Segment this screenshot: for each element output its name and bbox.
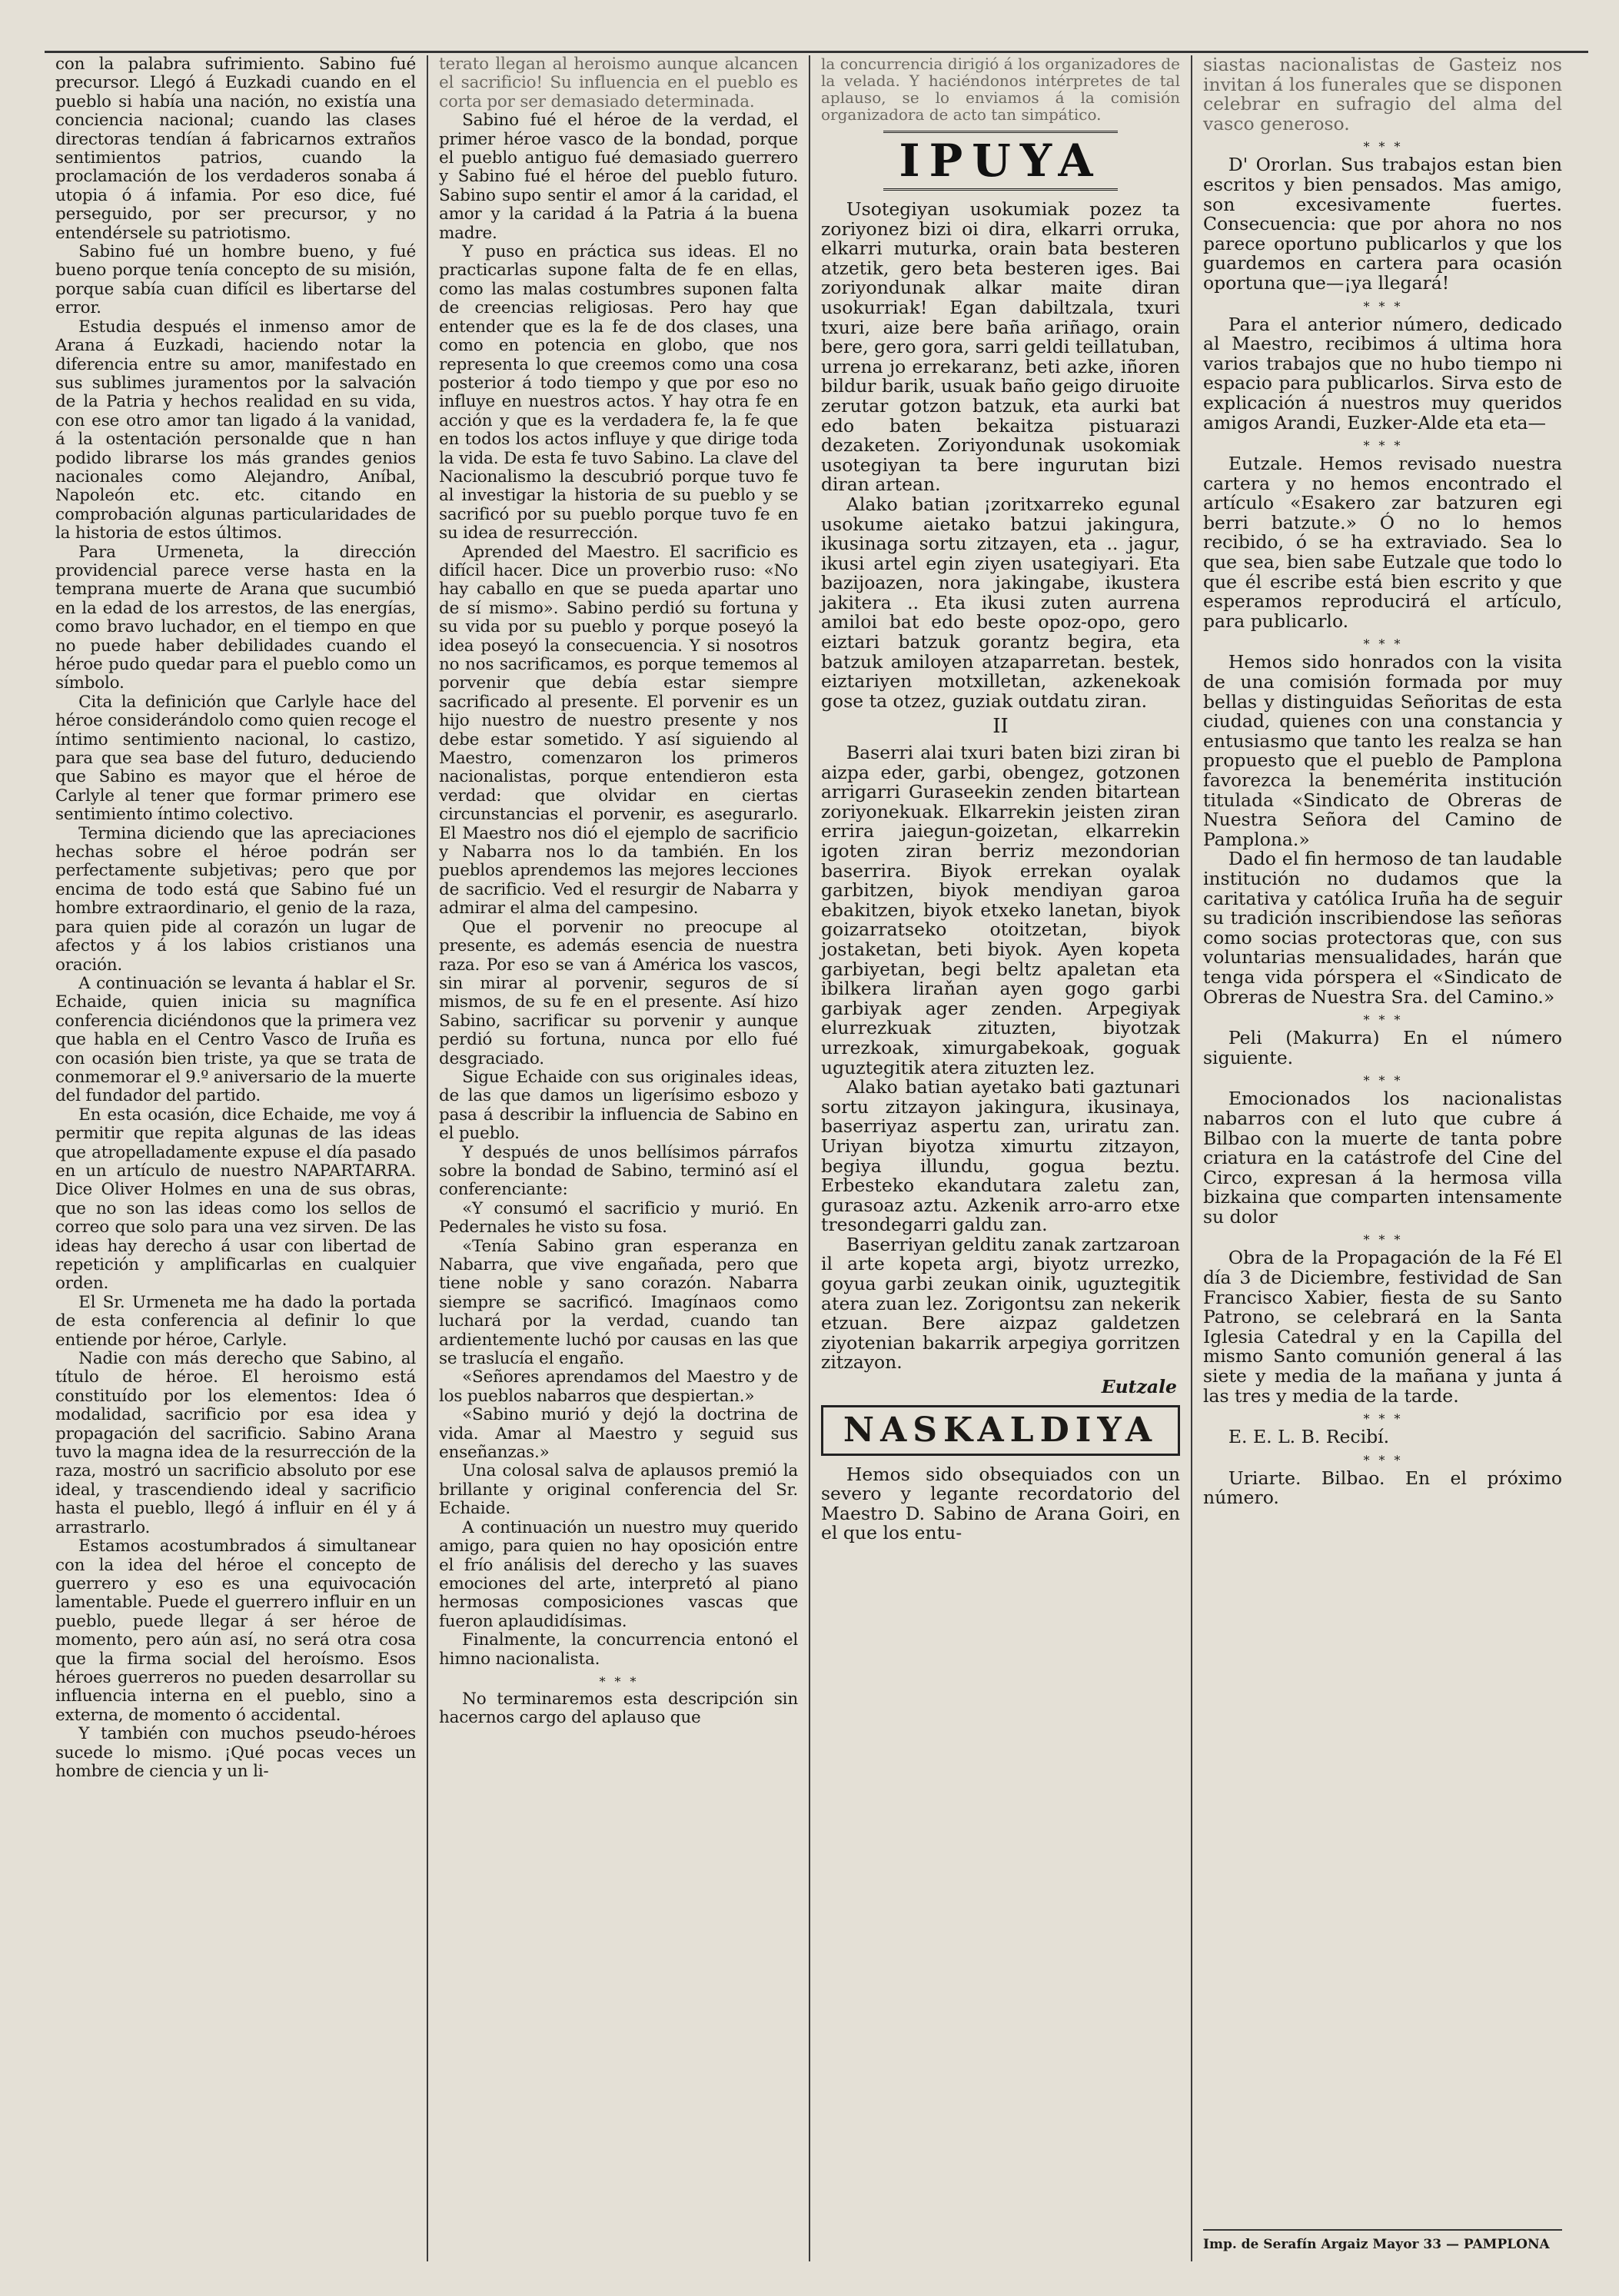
paragraph: Alako batian ¡zoritxarreko egunal usokume aietako batzui jakingura, ikusinaga sortu zitzayen, eta .. jagur, ikusi artel egin ziyen usategiyari. Eta bazijoazen, nora jakingabe, ikustera jakitera .. Eta ikusi zuten aurrena amiloi bat edo beste opoz-opo, gero eiztari batzuk gorantz begira, eta batzuk amiloyen atzaparretan. bestek, eiztariyen motxilletan, azkenekoak gose ta otzez, guziak outdatu ziran.: [821, 493, 1180, 712]
paragraph: Alako batian ayetako bati gaztunari sortu zitzayon jakingura, ikusinaya, baserriyaz aspertu zan, uriratu zan. Uriyan biyotza ximurtu zitzayon, begiya illundu, gogua beztu. Erbesteko ekandutara zaletu zan, gurasoaz aztu. Azkenik arro-arro etxe tresondegarri galdu zan.: [821, 1076, 1180, 1236]
star-ornament: ∗ ∗ ∗: [1362, 1010, 1403, 1025]
star-ornament: ∗ ∗ ∗: [1362, 137, 1403, 152]
paragraph: Y también con muchos pseudo-héroes sucede lo mismo. ¡Qué pocas veces un hombre de ciencia y un li-: [55, 1724, 416, 1781]
paragraph: Para Urmeneta, la dirección providencial parece verse hasta en la temprana muerte de Arana que sucumbió en la edad de los arrestos, de las energías, como bravo luchador, en el tiempo en que no puede haber debilidades cuando el héroe pudo quedar para el pueblo como un símbolo.: [55, 542, 416, 693]
column-4: [1191, 55, 1573, 2261]
column-1: [45, 55, 427, 2261]
paragraph: Sabino fué un hombre bueno, y fué bueno porque tenía concepto de su misión, porque sabía cuan difícil es libertarse del error.: [55, 242, 416, 318]
paragraph: Y después de unos bellísimos párrafos sobre la bondad de Sabino, terminó así el conferenciante:: [439, 1142, 798, 1200]
paragraph: A continuación se levanta á hablar el Sr. Echaide, quien inicia su magnífica conferencia diciéndonos que la primera vez que habla en el Centro Vasco de Iruña es con ocasión bien triste, ya que se trata de conmemorar el 9.º aniversario de la muerte del fundador del partido.: [55, 973, 416, 1106]
paragraph: terato llegan al heroismo aunque alcancen el sacrificio! Su influencia en el pueblo es corta por ser demasiado determinada.: [439, 55, 798, 111]
paragraph: Que el porvenir no preocupe al presente, es además esencia de nuestra raza. Por eso se van á América los vascos, sin mirar al porvenir, seguros de sí mismos, de su fe en el presente. Así hizo Sabino, sacrificar su porvenir y aunque perdió su fortuna, nunca por ello fué desgraciado.: [439, 917, 798, 1068]
paragraph: El Sr. Urmeneta me ha dado la portada de esta conferencia al definir lo que entiende por héroe, Carlyle.: [55, 1292, 416, 1350]
ipuya-masthead: [821, 131, 1180, 191]
star-ornament: ∗ ∗ ∗: [1362, 296, 1403, 311]
paragraph: Sabino fué el héroe de la verdad, el primer héroe vasco de la bondad, porque el pueblo antiguo fué demasiado guerrero y Sabino fué el héroe del pueblo futuro. Sabino supo sentir el amor á la caridad, el amor y la caridad á la Patria á la buena madre.: [439, 111, 798, 243]
paragraph: Termina diciendo que las apreciaciones hechas sobre el héroe podrán ser perfectamente subjetivas; pero que por encima de todo está que Sabino fué un hombre extraordinario, el genio de la raza, para quien pide al corazón un lugar de afectos y á los labios cristianos una oración.: [55, 823, 416, 975]
paragraph: Sigue Echaide con sus originales ideas, de las que damos un ligerísimo esbozo y pasa á describir la influencia de Sabino en el pueblo.: [439, 1067, 798, 1144]
paragraph: No terminaremos esta descripción sin hacernos cargo del aplauso que: [439, 1689, 798, 1728]
paragraph: Usotegiyan usokumiak pozez ta zoriyonez bizi oi dira, elkarri orruka, elkarri muturka, orain bata besteren atzetik, gero beta besteren iges. Bai zoriyondunak alkar maite diran usokurriak! Egan dabiltzala, txuri txuri, aize bere baña ariñago, orain bere, gero gora, sarri geldi teillatuban, urrena jo errekaranz, beti azke, iñoren bildur barik, usuak baño geigo diruoite zerutar gotzon batzuk, eta aurki bat edo baten bekaitza pistuarazi dezaketen. Zoriyondunak usokomiak usotegiyan ta bere ingurutan bizi diran artean.: [821, 198, 1180, 496]
paragraph: Estamos acostumbrados á simultanear con la idea del héroe el concepto de guerrero y eso es una equivocación lamentable. Puede el guerrero influir en un pueblo, puede llegar á ser héroe de momento, pero aún así, no será otra cosa que la firma social del heroísmo. Esos héroes guerreros no pueden desarrollar su influencia interna en el pueblo, sino a externa, de momento ó accidental.: [55, 1537, 416, 1725]
notice: Obra de la Propagación de la Fé El día 3 de Diciembre, festividad de San Francisco Xabier, fiesta de su Santo Patrono, se celebrará en la Santa Iglesia Catedral y en la Capilla del mismo Santo comunión general á las siete y media de la mañana y junta á las tres y media de la tarde.: [1203, 1247, 1562, 1407]
paragraph: «Sabino murió y dejó la doctrina de vida. Amar al Maestro y seguid sus enseñanzas.»: [439, 1405, 798, 1463]
notice: Para el anterior número, dedicado al Maestro, recibimos á ultima hora varios trabajos que no hubo tiempo ni espacio para publicarlos. Sirva esto de explicación á nuestros muy queridos amigos Arandi, Euzker-Alde eta eta—: [1203, 313, 1562, 434]
notice: Uriarte. Bilbao. En el próximo número.: [1203, 1467, 1562, 1509]
paragraph: Aprended del Maestro. El sacrificio es difícil hacer. Dice un proverbio ruso: «No hay caballo en que se pueda apartar uno de sí mismo». Sabino perdió su fortuna y su vida por su pueblo y porque poseyó la idea poseyó la consecuencia. Y si nosotros no nos sacrificamos, es porque tememos al porvenir que debía estar siempre sacrificado al presente. El porvenir es un hijo nuestro de nuestro presente y nos debe estar sometido. Y así siguiendo al Maestro, comenzaron los primeros nacionalistas, porque entendieron esta verdad: que olvidar en ciertas circunstancias el porvenir, es asegurarlo. El Maestro nos dió el ejemplo de sacrificio y Nabarra nos lo da también. En los pueblos aprendemos las mejores lecciones de sacrificio. Ved el resurgir de Nabarra y admirar el alma del campesino.: [439, 542, 798, 919]
paragraph: Baserriyan gelditu zanak zartzaroan il arte kopeta argi, biyotz urrezko, goyua garbi zeukan oinik, uguztegitik atera zuan lez. Zorigontsu zan nekerik etzuan. Bere aizpaz galdetzen ziyotenian bakarrik arpegiya gorritzen zitzayon.: [821, 1233, 1180, 1374]
section-title: NASKALDIYA: [821, 1405, 1180, 1456]
paragraph: Una colosal salva de aplausos premió la brillante y original conferencia del Sr. Echaide.: [439, 1461, 798, 1519]
paragraph: la concurrencia dirigió á los organizadores de la velada. Y haciéndonos intérpretes de tal aplauso, se lo enviamos á la comisión organizadora de acto tan simpático.: [821, 55, 1180, 124]
paragraph: «Y consumó el sacrificio y murió. En Pedernales he visto su fosa.: [439, 1198, 798, 1238]
paragraph: siastas nacionalistas de Gasteiz nos invitan á los funerales que se disponen celebrar en sufragio del alma del vasco generoso.: [1203, 55, 1562, 135]
star-ornament: ∗ ∗ ∗: [1362, 1450, 1403, 1465]
notice: Hemos sido honrados con la visita de una comisión formada por muy bellas y distinguidas Señoritas de esta ciudad, quienes con una constancia y entusiasmo que tanto les realza se han propuesto que el pueblo de Pamplona favorezca la benemérita institución titulada «Sindicato de Obreras de Nuestra Señora del Camino de Pamplona.»: [1203, 651, 1562, 850]
paragraph: Estudia después el inmenso amor de Arana á Euzkadi, haciendo notar la diferencia entre su amor, manifestado en sus sublimes juramentos por la salvación de la Patria y hechos realidad en su vida, con ese otro amor tan ligado á la vanidad, á la ostentación personalde que n han podido librarse los más grandes genios nacionales como Alejandro, Aníbal, Napoleón etc. etc. citando en comprobación algunas particularidades de la historia de estos últimos.: [55, 317, 416, 543]
columns: [45, 55, 1588, 2261]
top-rule: [45, 51, 1588, 53]
notice: Emocionados los nacionalistas nabarros con el luto que cubre á Bilbao con la muerte de tanta pobre criatura en la catástrofe del Cine del Circo, expresan á la hermosa villa bizkaina que comparten intensamente su dolor: [1203, 1088, 1562, 1228]
star-ornament: ∗ ∗ ∗: [1362, 1230, 1403, 1245]
notice: Eutzale. Hemos revisado nuestra cartera y no hemos encontrado el artículo «Esakero zar batzuren egi berri batzute.» Ó no lo hemos recibido, ó se ha extraviado. Sea lo que sea, bien sabe Eutzale que todo lo que él escribe está bien escrito y que esperamos reproducirá el artículo, para publicarlo.: [1203, 453, 1562, 632]
paragraph: A continuación un nuestro muy querido amigo, para quien no hay oposición entre el frío análisis del derecho y las suaves emociones del arte, interpretó al piano hermosas composiciones vascas que fueron aplaudidísimas.: [439, 1517, 798, 1631]
star-ornament: ∗ ∗ ∗: [1362, 1409, 1403, 1424]
paragraph: Hemos sido obsequiados con un severo y legante recordatorio del Maestro D. Sabino de Arana Goiri, en el que los entu-: [821, 1463, 1180, 1544]
section-title: IPUYA: [883, 131, 1117, 191]
notice: D' Ororlan. Sus trabajos estan bien escritos y bien pensados. Mas amigo, son excesivamente fuertes. Consecuencia: que por ahora no nos parece oportuno publicarlos y que los guardemos en cartera para ocasión oportuna que—¡ya llegará!: [1203, 154, 1562, 294]
notice: Peli (Makurra) En el número siguiente.: [1203, 1027, 1562, 1068]
notice: Dado el fin hermoso de tan laudable institución no dudamos que la caritativa y católica Iruña ha de seguir su tradición inscribiendose las señoras como socias protectoras que, con sus voluntarias mensualidades, harán que tenga vida pórspera el «Sindicato de Obreras de Nuestra Sra. del Camino.»: [1203, 848, 1562, 1008]
author-signature: Eutzale: [1101, 1376, 1177, 1398]
paragraph: Finalmente, la concurrencia entonó el himno nacionalista.: [439, 1630, 798, 1669]
star-ornament: ∗ ∗ ∗: [1362, 436, 1403, 451]
star-ornament: ∗ ∗ ∗: [1362, 1071, 1403, 1086]
paragraph: «Señores aprendamos del Maestro y de los pueblos nabarros que despiertan.»: [439, 1367, 798, 1406]
column-3: [809, 55, 1191, 2261]
star-ornament: ∗ ∗ ∗: [598, 1671, 639, 1686]
paragraph: En esta ocasión, dice Echaide, me voy á permitir que repita algunas de las ideas que atropelladamente expuse el día pasado en un artículo de nuestro NAPARTARRA. Dice Oliver Holmes en una de sus obras, que no son las ideas como los sellos de correo que solo para una vez sirven. De las ideas hay derecho á usar con libertad de repetición y amplificarlas en cualquier orden.: [55, 1105, 416, 1294]
paragraph: con la palabra sufrimiento. Sabino fué precursor. Llegó á Euzkadi cuando en el pueblo si había una nación, no existía una conciencia nacional; cuando las clases directoras tendían á fabricarnos extraños sentimientos patrios, cuando la proclamación de los verdaderos sonaba á utopia ó á infamia. Por eso dice, fué perseguido, por ser precursor, y no entendérsele su patriotismo.: [55, 55, 416, 243]
paragraph: Nadie con más derecho que Sabino, al título de héroe. El heroismo está constituído por los elementos: Idea ó modalidad, sacrificio por esa idea y propagación del sacrificio. Sabino Arana tuvo la magna idea de la resurrección de la raza, mostró un sacrificio absoluto por ese ideal, y trascendiendo ideal y sacrificio hasta el pueblo, llegó á influir en él y á arrastrarlo.: [55, 1349, 416, 1537]
paragraph: Y puso en práctica sus ideas. El no practicarlas supone falta de fe en ellas, como las malas costumbres suponen falta de creencias religiosas. Pero hay que entender que es la fe de dos clases, una como en potencia en globo, que nos representa lo que creemos como una cosa posterior á todo tiempo y que por eso no influye en nuestros actos. Y hay otra fe en acción y que es la verdadera fe, la fe que en todos los actos influye y que dirige toda la vida. De esta fe tuvo Sabino. La clave del Nacionalismo la descubrió porque tuvo fe al investigar la historia de su pueblo y se sacrificó por su pueblo porque tuvo fe en su idea de resurrección.: [439, 242, 798, 543]
printer-imprint: Imp. de Serafín Argaiz Mayor 33 — PAMPLONA: [1203, 2229, 1562, 2255]
paragraph: Baserri alai txuri baten bizi ziran bi aizpa eder, garbi, obengez, gotzonen arrigarri Guraseekin zenden bitartean zoriyonekuak. Elkarrekin jeisten ziran errira jaiegun-goizetan, elkarrekin igoten ziran berriz mezondorian baserrira. Biyok errekan oyalak garbitzen, biyok mendiyan garoa ebakitzen, biyok etxeko lanetan, biyok goizarratseko otoitzetan, biyok jostaketan, beti biyok. Ayen kopeta garbiyetan, begi beltz apaletan eta ibilkera liraňan ayen gogo garbi garbiyak ager zenden. Arpegiyak elurrezkuak zituzten, biyotzak urrezkoak, ximurgabekoak, goguak uguztegitik atera zituzten lez.: [821, 742, 1180, 1078]
column-2: [427, 55, 809, 2261]
notice: E. E. L. B. Recibí.: [1228, 1426, 1390, 1448]
star-ornament: ∗ ∗ ∗: [1362, 634, 1403, 650]
paragraph: «Tenía Sabino gran esperanza en Nabarra, que vive engañada, pero que tiene noble y sano corazón. Nabarra siempre se sacrificó. Imagínaos como luchará por la verdad, cuando tan ardientemente luchó por causas en las que se traslucía el engaño.: [439, 1236, 798, 1369]
paragraph: Cita la definición que Carlyle hace del héroe considerándolo como quien recoge el íntimo sentimiento nacional, lo castizo, para que sea base del futuro, deduciendo que Sabino es mayor que el héroe de Carlyle al tener que formar primero ese sentimiento íntimo colectivo.: [55, 692, 416, 825]
section-number: II: [992, 715, 1009, 739]
